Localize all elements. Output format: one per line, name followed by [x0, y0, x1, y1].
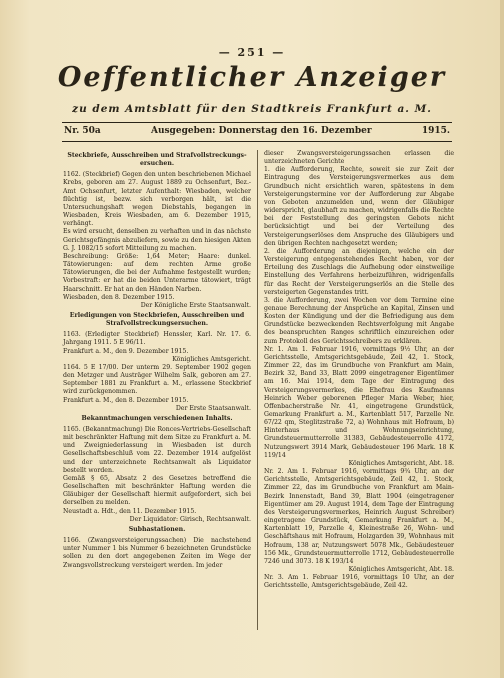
signature-line: Der Liquidator: Girisch, Rechtsanwalt.	[129, 515, 251, 523]
left-column	[63, 150, 251, 570]
section-heading: Subhastationen.	[128, 525, 186, 533]
notice-paragraph: 1164. 5 E 17/00. Der unterm 29. September 1902 gegen den Metzger und Austräger Wilhelm Salk, geboren am 27. September 1881 zu Frankfurt a. M., erlassene Steckbrief wird zurückgenommen.	[63, 363, 251, 396]
page-number: — 251 —	[218, 46, 286, 59]
notice-paragraph: Nr. 2. Am 1. Februar 1916, vormittags 9¾ Uhr, an der Gerichtsstelle, Amtsgerichtsgebäude, Zeil 42, 1. Stock, Zimmer 22, das im Grundbuche von Frankfurt am Main-Bezirk Innenstadt, Band 39, Blatt 1904 (eingetragener Eigentümer am 29. August 1914, dem Tage der Eintragung des Versteigerungsvermerkes, Heinrich August Schreiber) eingetragene Grundstück, Gemarkung Frankfurt a. M., Kartenblatt 19, Parzelle 4, Kleinestraße 26, Wohn- und Geschäftshaus mit Hofraum, Holzgarden 39, Wohnhaus mit Hofraum, 138 ar, Nutzungswert 5078 Mk., Gebäudesteuer 156 Mk., Grundsteuermutterrolle 1712, Gebäudesteuerrolle 7246 und 3073. 18 K 193/14	[264, 468, 454, 565]
issue-number: Nr. 50a	[64, 126, 101, 136]
notice-paragraph: Neustadt a. Hdt., den 11. Dezember 1915.	[63, 507, 197, 515]
section-heading: Erledigungen von Steckbriefen, Ausschreiben und Strafvollstreckungsersuchen.	[69, 311, 245, 328]
notice-paragraph: 3. die Aufforderung, zwei Wochen vor dem Termine eine genaue Berechnung der Ansprüche an Kapital, Zinsen und Kosten der Kündigung und der die Befriedigung aus dem Grundstücke bezweckenden Rechtsverfolgung mit Angabe des beanspruchten Ranges schriftlich einzureichen oder zum Protokoll des Gerichtsschreibers zu erklären.	[264, 296, 454, 345]
notice-paragraph: Frankfurt a. M., den 8. Dezember 1915.	[63, 396, 189, 404]
notice-paragraph: 1165. (Bekanntmachung) Die Ronces-Vertriebs-Gesellschaft mit beschränkter Haftung mit dem Sitze zu Frankfurt a. M. und Zweigniederlassung in Wiesbaden ist durch Gesellschaftsbeschluß vom 22. Dezember 1914 aufgelöst und der unterzeichnete Rechtsanwalt als Liquidator bestellt worden.	[63, 426, 251, 474]
signature-line: Königliches Amtsgericht, Abt. 18.	[348, 459, 454, 467]
signature-line: Der Königliche Erste Staatsanwalt.	[140, 301, 251, 309]
masthead-subtitle: zu dem Amtsblatt für den Stadtkreis Frankfurt a. M.	[72, 103, 432, 115]
right-column	[264, 150, 454, 590]
column-divider	[257, 150, 258, 630]
notice-paragraph: Nr. 1. Am 1. Februar 1916, vormittags 9½ Uhr, an der Gerichtsstelle, Amtsgerichtsgebäude, Zeil 42, 1. Stock, Zimmer 22, das im Grundbuche von Frankfurt am Main, Bezirk 32, Band 33, Blatt 2099 eingetragener Eigentümer am 16. Mai 1914, dem Tage der Eintragung des Versteigerungsvermerkes, die Ehefrau des Kaufmanns Heinrich Weber geborenen Pfleger Maria Weber, hier, Offenbacherstraße Nr. 41, eingetragene Grundstück, Gemarkung Frankfurt a. M., Kartenblatt 517, Parzelle Nr. 67/22 qm, Steglitzstraße 72, a) Wohnhaus mit Hofraum, b) Hinterhaus und Wohnungseinrichtung, Grundsteuermutterrolle 31383, Gebäudesteuerrolle 4172, Nutzungswert 3914 Mark, Gebäudesteuer 196 Mark. 18 K 119/14	[264, 345, 454, 459]
notice-paragraph: 2. die Aufforderung an diejenigen, welche ein der Versteigerung entgegenstehendes Recht haben, vor der Erteilung des Zuschlags die Aufhebung oder einstweilige Einstellung des Verfahrens herbeizuführen, widrigenfalls für das Recht der Versteigerungserlös an die Stelle des versteigerten Gegenstandes tritt.	[264, 247, 454, 296]
signature-line: Königliches Amtsgericht.	[172, 355, 251, 363]
masthead-title: Oeffentlicher Anzeiger	[57, 62, 447, 93]
notice-paragraph: 1166. (Zwangsversteigerungssachen) Die nachstehend unter Nummer 1 bis Nummer 6 bezeichneten Grundstücke sollen zu den dort angegebenen Zeiten im Wege der Zwangsvollstreckung versteigert werden. Im jeder	[63, 537, 251, 569]
notice-paragraph: Frankfurt a. M., den 9. Dezember 1915.	[63, 347, 189, 355]
notice-paragraph: Wiesbaden, den 8. Dezember 1915.	[63, 293, 175, 301]
notice-paragraph: Beschreibung: Größe: 1,64 Meter; Haare: dunkel. Tätowierungen: auf dem rechten Arme große Tätowierungen, die bei der Aufnahme festgestellt wurden; Vorbestraft: er hat die beiden Unterarme tätowiert, trägt Haarschnitt. Er hat an den Händen Narben.	[63, 252, 251, 293]
section-heading: Steckbriefe, Ausschreiben und Strafvollstreckungs-ersuchen.	[67, 152, 247, 168]
notice-paragraph: 1162. (Steckbrief) Gegen den unten beschriebenen Michael Krebs, geboren am 27. August 1889 zu Ochsenfurt, Bez.-Amt Ochsenfurt, letzter Aufenthalt: Wiesbaden, welcher flüchtig ist, bezw. sich verborgen hält, ist die Untersuchungshaft wegen Diebstahls, begangen in Wiesbaden, Kreis Wiesbaden, am 6. Dezember 1915, verhängt.	[63, 171, 251, 228]
notice-paragraph: 1. die Aufforderung, Rechte, soweit sie zur Zeit der Eintragung des Versteigerungsvermerkes aus dem Grundbuch nicht ersichtlich waren, spätestens in dem Versteigerungstermine vor der Aufforderung zur Abgabe von Geboten anzumelden und, wenn der Gläubiger widerspricht, glaubhaft zu machen, widrigenfalls die Rechte bei der Feststellung des geringsten Gebots nicht berücksichtigt und bei der Verteilung des Versteigerungserlöses dem Anspruche des Gläubigers und den übrigen Rechten nachgesetzt werden;	[264, 166, 454, 247]
top-rule	[62, 122, 452, 123]
issue-line	[64, 126, 450, 136]
section-heading: Bekanntmachungen verschiedenen Inhalts.	[81, 414, 233, 422]
issue-year: 1915.	[421, 126, 450, 136]
signature-line: Der Erste Staatsanwalt.	[175, 404, 251, 412]
issue-date: Ausgegeben: Donnerstag den 16. Dezember	[150, 126, 372, 136]
notice-paragraph: dieser Zwangsversteigerungssachen erlassen die unterzeichneten Gerichte	[264, 150, 454, 166]
notice-paragraph: Es wird ersucht, denselben zu verhaften und in das nächste Gerichtsgefängnis abzuliefern, sowie zu den hiesigen Akten G. J. 1082/15 sofort Mitteilung zu machen.	[63, 228, 251, 252]
notice-paragraph: 1163. (Erledigter Steckbrief) Henssler, Karl. Nr. 17. 6. Jahrgang 1911. 5 E 96/11.	[63, 331, 251, 347]
notice-paragraph: Gemäß § 65, Absatz 2 des Gesetzes betreffend die Gesellschaften mit beschränkter Haftung werden die Gläubiger der Gesellschaft hiermit aufgefordert, sich bei derselben zu melden.	[63, 474, 251, 507]
bottom-rule	[62, 141, 452, 142]
notice-paragraph: Nr. 3. Am 1. Februar 1916, vormittags 10 Uhr, an der Gerichtsstelle, Amtsgerichtsgebäude, Zeil 42.	[264, 574, 454, 590]
signature-line: Königliches Amtsgericht, Abt. 18.	[348, 565, 454, 573]
